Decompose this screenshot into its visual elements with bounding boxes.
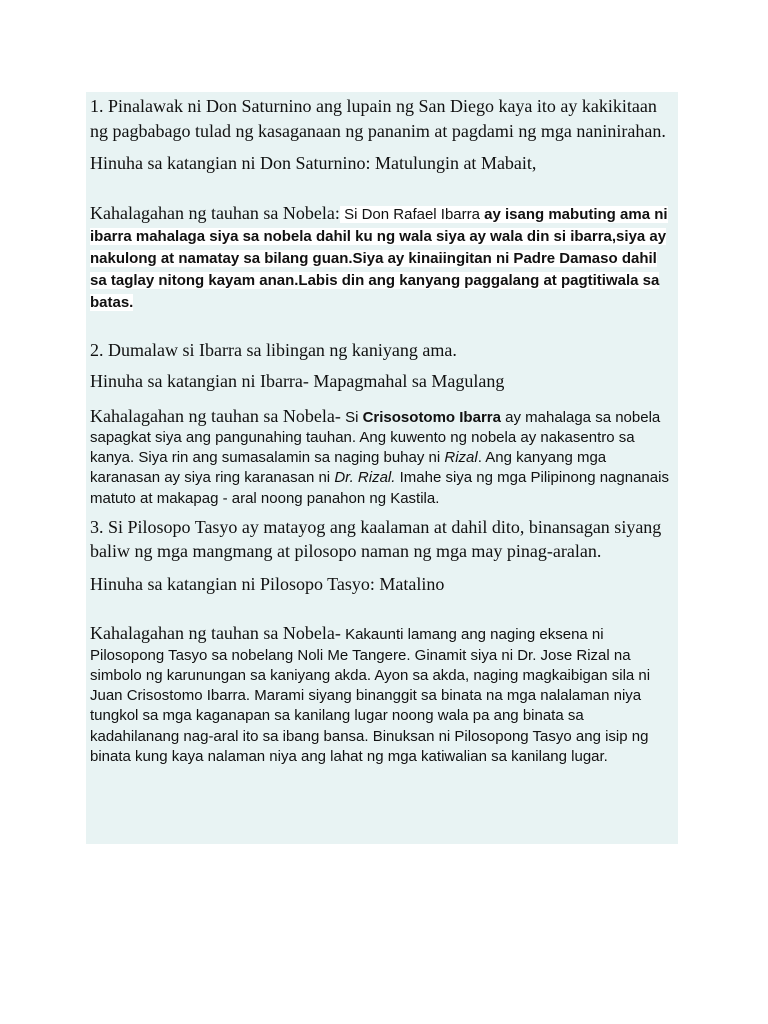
section-3-inference: Hinuha sa katangian ni Pilosopo Tasyo: Matalino — [90, 573, 445, 594]
section-2-importance-text3: Imahe siya ng mga Pilipinong nagnanais matuto at makapag - aral noong panahon ng Kastila. — [90, 469, 669, 507]
section-1-importance-label: Kahalagahan ng tauhan sa Nobela: — [90, 202, 340, 223]
section-1-inference: Hinuha sa katangian ni Don Saturnino: Matulungin at Mabait, — [90, 153, 537, 173]
section-3-importance-text: Kakaunti lamang ang naging eksena ni Pilosopong Tasyo sa nobelang Noli Me Tangere. Ginamit siya ni Dr. Jose Rizal na simbolo ng karunungan sa kaniyang akda. Ayon sa akda, naging magkaibigan sila ni Juan Crisostomo Ibarra. Marami siyang binanggit sa binata na mga nalalaman niya tungkol sa mga kaganapan sa kanilang lugar noong wala pa ang binata sa kadahilanang nag-aral ito sa ibang bansa. Binuksan ni Pilosopong Tasyo ang isip ng binata kung kaya nalaman niya ang lahat ng mga katiwalian sa kanilang lugar. — [90, 626, 651, 765]
section-2-importance-text1: ay mahalaga sa nobela sapagkat siya ang pangunahing tauhan. Ang kuwento ng nobela ay nakasentro sa kanya. Siya rin ang sumasalamin sa naging buhay ni — [90, 408, 661, 467]
section-2-importance-italic1: Rizal — [444, 449, 478, 467]
section-3-importance-label: Kahalagahan ng tauhan sa Nobela- — [90, 623, 341, 644]
section-1-importance-bold: ay isang mabuting ama ni ibarra mahalaga siya sa nobela dahil ku ng wala siya ay wala din si ibarra,siya ay nakulong at namatay sa bilang guan.Siya ay kinaiingitan ni Padre Damaso dahil sa taglay nitong kayam anan.Labis din ang kanyang paggalang at pagtitiwala sa batas. — [90, 205, 668, 311]
section-3-fact: 3. Si Pilosopo Tasyo ay matayog ang kaalaman at dahil dito, binansagan siyang baliw ng mga mangmang at pilosopo naman ng mga may pinag-aralan. — [90, 516, 662, 562]
document-body — [86, 92, 678, 844]
section-2-importance-italic2: Dr. Rizal. — [334, 469, 396, 487]
section-2-importance-name: Crisosotomo Ibarra — [362, 408, 501, 426]
section-3-importance — [90, 621, 674, 767]
section-1-fact: 1. Pinalawak ni Don Saturnino ang lupain ng San Diego kaya ito ay kakikitaan ng pagbabago tulad ng kasaganaan ng pananim at pagdami ng mga naninirahan. — [90, 96, 666, 141]
section-2-fact: 2. Dumalaw si Ibarra sa libingan ng kaniyang ama. — [90, 339, 457, 360]
section-2-importance-pre: Si — [340, 408, 363, 426]
section-2-importance — [90, 404, 674, 509]
section-1-importance-lead: Si Don Rafael Ibarra — [339, 205, 480, 223]
section-2-importance-text2: . Ang kanyang mga karanasan ay siya ring karanasan ni — [90, 449, 607, 487]
section-1-importance — [90, 201, 674, 314]
section-2-importance-label: Kahalagahan ng tauhan sa Nobela- — [90, 405, 341, 426]
section-2-inference: Hinuha sa katangian ni Ibarra- Mapagmahal sa Magulang — [90, 371, 505, 391]
